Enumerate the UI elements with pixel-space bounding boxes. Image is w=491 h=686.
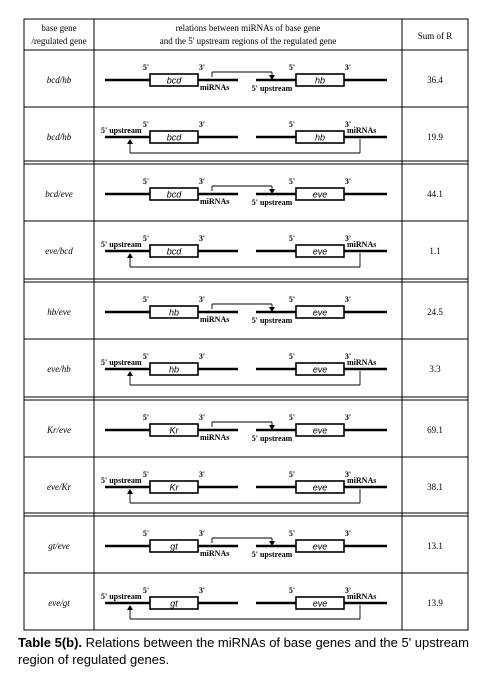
row-gene-pair: bcd/hb (46, 132, 72, 142)
gene-label: eve (312, 482, 328, 493)
table-row (45, 177, 443, 207)
gene-label: gt (170, 598, 178, 609)
gene-label: hb (168, 307, 180, 318)
mirnas-label: miRNAs (200, 197, 230, 206)
gene-label: bcd (166, 189, 182, 200)
five-prime-label: 5' (142, 177, 150, 186)
five-prime-label: 5' (288, 470, 296, 479)
row-gene-pair: bcd/hb (46, 75, 72, 85)
upstream-label: 5' upstream (101, 358, 142, 367)
mirnas-label: miRNAs (200, 433, 230, 442)
five-prime-label: 5' (142, 470, 150, 479)
gene-label: hb (314, 132, 326, 143)
three-prime-label: 3' (344, 413, 352, 422)
three-prime-label: 3' (344, 586, 352, 595)
table-row (46, 413, 443, 443)
gene-label: Kr (169, 425, 179, 436)
table-row (24, 573, 468, 619)
upstream-label: 5' upstream (101, 476, 142, 485)
three-prime-label: 3' (198, 586, 206, 595)
five-prime-label: 5' (288, 234, 296, 243)
upstream-label: 5' upstream (101, 592, 142, 601)
three-prime-label: 3' (344, 63, 352, 72)
row-gene-pair: hb/eve (47, 307, 71, 317)
header-base-gene: base gene (41, 23, 77, 33)
table-header (24, 23, 468, 50)
row-gene-pair: gt/eve (48, 541, 70, 551)
five-prime-label: 5' (142, 413, 150, 422)
row-gene-pair: eve/Kr (47, 482, 71, 492)
caption-label: Table 5(b). (18, 635, 83, 650)
three-prime-label: 3' (344, 529, 352, 538)
caption-text: Relations between the miRNAs of base genes and the 5' upstream region of regulated genes. (18, 635, 469, 667)
gene-label: eve (312, 307, 328, 318)
three-prime-label: 3' (198, 63, 206, 72)
five-prime-label: 5' (142, 234, 150, 243)
table-row (24, 339, 468, 385)
row-sum: 1.1 (429, 246, 441, 256)
row-gene-pair: Kr/eve (47, 425, 71, 435)
arrow-head-icon (127, 605, 133, 610)
three-prime-label: 3' (344, 470, 352, 479)
gene-label: Kr (169, 482, 179, 493)
three-prime-label: 3' (344, 177, 352, 186)
header-regulated-gene: /regulated gene (31, 36, 87, 46)
row-gene-pair: eve/hb (47, 364, 71, 374)
five-prime-label: 5' (142, 120, 150, 129)
arrow-head-icon (127, 253, 133, 258)
gene-label: gt (170, 541, 178, 552)
row-gene-pair: bcd/eve (45, 189, 73, 199)
relation-diagram (105, 295, 387, 325)
mirnas-label: miRNAs (200, 549, 230, 558)
five-prime-label: 5' (288, 413, 296, 422)
mirnas-label: miRNAs (347, 240, 377, 249)
five-prime-label: 5' (142, 586, 150, 595)
three-prime-label: 3' (344, 295, 352, 304)
upstream-label: 5' upstream (251, 434, 293, 443)
arrow-head-icon (127, 489, 133, 494)
row-sum: 13.1 (427, 541, 443, 551)
five-prime-label: 5' (288, 177, 296, 186)
three-prime-label: 3' (198, 177, 206, 186)
table-row (24, 221, 468, 267)
gene-label: bcd (166, 75, 182, 86)
mirnas-label: miRNAs (347, 358, 377, 367)
five-prime-label: 5' (142, 63, 150, 72)
row-sum: 36.4 (427, 75, 443, 85)
table-row (47, 295, 443, 325)
five-prime-label: 5' (288, 586, 296, 595)
gene-label: eve (312, 541, 328, 552)
three-prime-label: 3' (198, 529, 206, 538)
five-prime-label: 5' (288, 295, 296, 304)
relation-diagram (101, 234, 387, 267)
gene-label: bcd (166, 132, 182, 143)
arrow-head-icon (127, 139, 133, 144)
gene-label: eve (312, 246, 328, 257)
row-sum: 13.9 (427, 598, 443, 608)
five-prime-label: 5' (288, 63, 296, 72)
gene-label: eve (312, 364, 328, 375)
mirnas-label: miRNAs (347, 126, 377, 135)
upstream-label: 5' upstream (251, 316, 293, 325)
five-prime-label: 5' (142, 295, 150, 304)
row-sum: 38.1 (427, 482, 443, 492)
table-row (24, 457, 468, 503)
upstream-label: 5' upstream (251, 84, 293, 93)
header-sum: Sum of R (417, 31, 453, 41)
relation-diagram (105, 413, 387, 443)
relation-diagram (101, 470, 387, 503)
upstream-label: 5' upstream (101, 126, 142, 135)
row-gene-pair: eve/bcd (45, 246, 73, 256)
gene-label: eve (312, 189, 328, 200)
gene-label: hb (168, 364, 180, 375)
three-prime-label: 3' (198, 413, 206, 422)
upstream-label: 5' upstream (251, 550, 293, 559)
three-prime-label: 3' (344, 352, 352, 361)
five-prime-label: 5' (288, 352, 296, 361)
mirnas-label: miRNAs (347, 476, 377, 485)
five-prime-label: 5' (142, 352, 150, 361)
five-prime-label: 5' (288, 120, 296, 129)
row-sum: 24.5 (427, 307, 443, 317)
upstream-label: 5' upstream (101, 240, 142, 249)
mirnas-label: miRNAs (200, 83, 230, 92)
three-prime-label: 3' (198, 295, 206, 304)
table-caption (18, 634, 480, 668)
header-relations-line1: relations between miRNAs of base gene (175, 23, 321, 33)
three-prime-label: 3' (198, 352, 206, 361)
relation-diagram (101, 586, 387, 619)
three-prime-label: 3' (344, 234, 352, 243)
mirnas-label: miRNAs (200, 315, 230, 324)
table-row (24, 107, 468, 153)
relation-diagram (105, 63, 387, 93)
row-sum: 19.9 (427, 132, 443, 142)
five-prime-label: 5' (288, 529, 296, 538)
row-sum: 69.1 (427, 425, 443, 435)
gene-label: hb (314, 75, 326, 86)
three-prime-label: 3' (198, 234, 206, 243)
gene-label: eve (312, 425, 328, 436)
three-prime-label: 3' (344, 120, 352, 129)
three-prime-label: 3' (198, 120, 206, 129)
relation-diagram (101, 120, 387, 153)
gene-label: eve (312, 598, 328, 609)
relation-diagram (101, 352, 387, 385)
upstream-label: 5' upstream (251, 198, 293, 207)
five-prime-label: 5' (142, 529, 150, 538)
relation-diagram (105, 529, 387, 559)
three-prime-label: 3' (198, 470, 206, 479)
table-row (47, 63, 444, 93)
arrow-head-icon (127, 371, 133, 376)
relation-diagram (105, 177, 387, 207)
row-sum: 44.1 (427, 189, 443, 199)
header-relations-line2: and the 5' upstream regions of the regulated gene (159, 36, 337, 46)
table-row (48, 529, 443, 559)
row-sum: 3.3 (429, 364, 441, 374)
gene-label: bcd (166, 246, 182, 257)
row-gene-pair: eve/gt (48, 598, 70, 608)
mirnas-label: miRNAs (347, 592, 377, 601)
